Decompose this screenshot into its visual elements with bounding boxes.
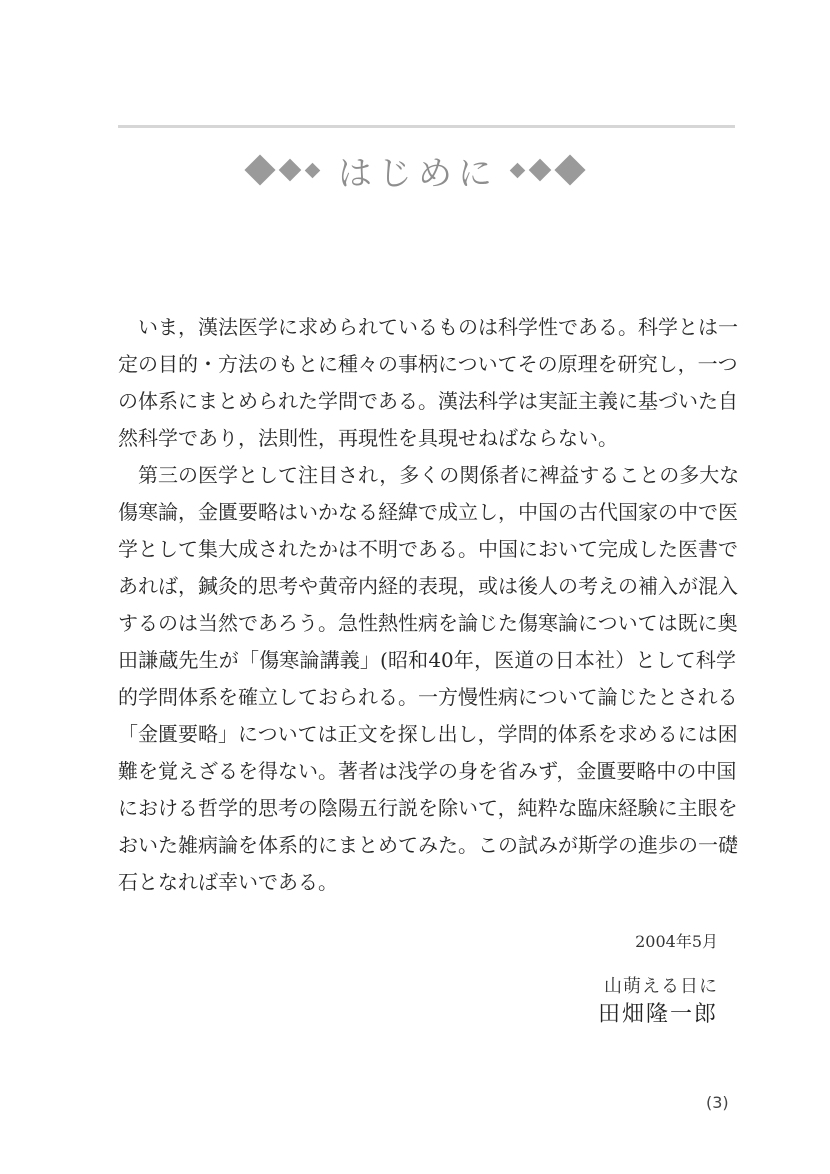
signature-phrase: 山萌える日に	[604, 976, 718, 997]
text-line: 石となれば幸いである。	[118, 870, 338, 894]
text-line: 的学問体系を確立しておられる。一方慢性病について論じたとされる	[118, 685, 738, 709]
body-text	[118, 313, 740, 905]
diamond-ornament-icon	[279, 159, 302, 182]
text-line: の体系にまとめられた学問である。漢法科学は実証主義に基づいた自	[118, 389, 738, 413]
page-title: はじめに	[338, 153, 498, 194]
text-line: 傷寒論，金匱要略はいかなる経緯で成立し，中国の古代国家の中で医	[118, 500, 738, 524]
diamond-ornament-icon	[554, 154, 585, 185]
text-line: おいた雑病論を体系的にまとめてみた。この試みが斯学の進歩の一礎	[118, 833, 738, 857]
text-line: 「金匱要略」については正文を探し出し，学問的体系を求めるには困	[118, 722, 738, 746]
text-line: 田謙蔵先生が「傷寒論講義」(昭和40年，医道の日本社）として科学	[118, 648, 736, 672]
section-heading	[0, 145, 830, 195]
text-line: いま，漢法医学に求められているものは科学性である。科学とは一	[138, 315, 738, 339]
signature-block	[560, 930, 718, 1030]
text-line: 定の目的・方法のもとに種々の事柄についてその原理を研究し，一つ	[118, 352, 738, 376]
text-line: 難を覚えざるを得ない。著者は浅学の身を省みず，金匱要略中の中国	[118, 759, 737, 783]
author-name: 田畑隆一郎	[597, 1002, 718, 1027]
diamond-ornament-icon	[529, 159, 552, 182]
diamond-ornament-icon	[510, 162, 526, 178]
text-line: 学として集大成されたかは不明である。中国において完成した医書で	[118, 537, 738, 561]
text-line: するのは当然であろう。急性熱性病を論じた傷寒論については既に奥	[118, 611, 738, 635]
text-line: における哲学的思考の陰陽五行説を除いて，純粋な臨床経験に主眼を	[118, 796, 738, 820]
text-line: 然科学であり，法則性，再現性を具現せねばならない。	[118, 426, 618, 450]
diamond-ornament-icon	[244, 154, 275, 185]
text-line: 第三の医学として注目され，多くの関係者に裨益することの多大な	[138, 463, 740, 487]
signature-date: 2004年5月	[635, 932, 718, 951]
text-line: あれば，鍼灸的思考や黄帝内経的表現，或は後人の考えの補入が混入	[118, 574, 738, 598]
diamond-ornament-icon	[305, 162, 321, 178]
page-number: (3)	[706, 1093, 729, 1112]
top-rule	[118, 125, 735, 128]
